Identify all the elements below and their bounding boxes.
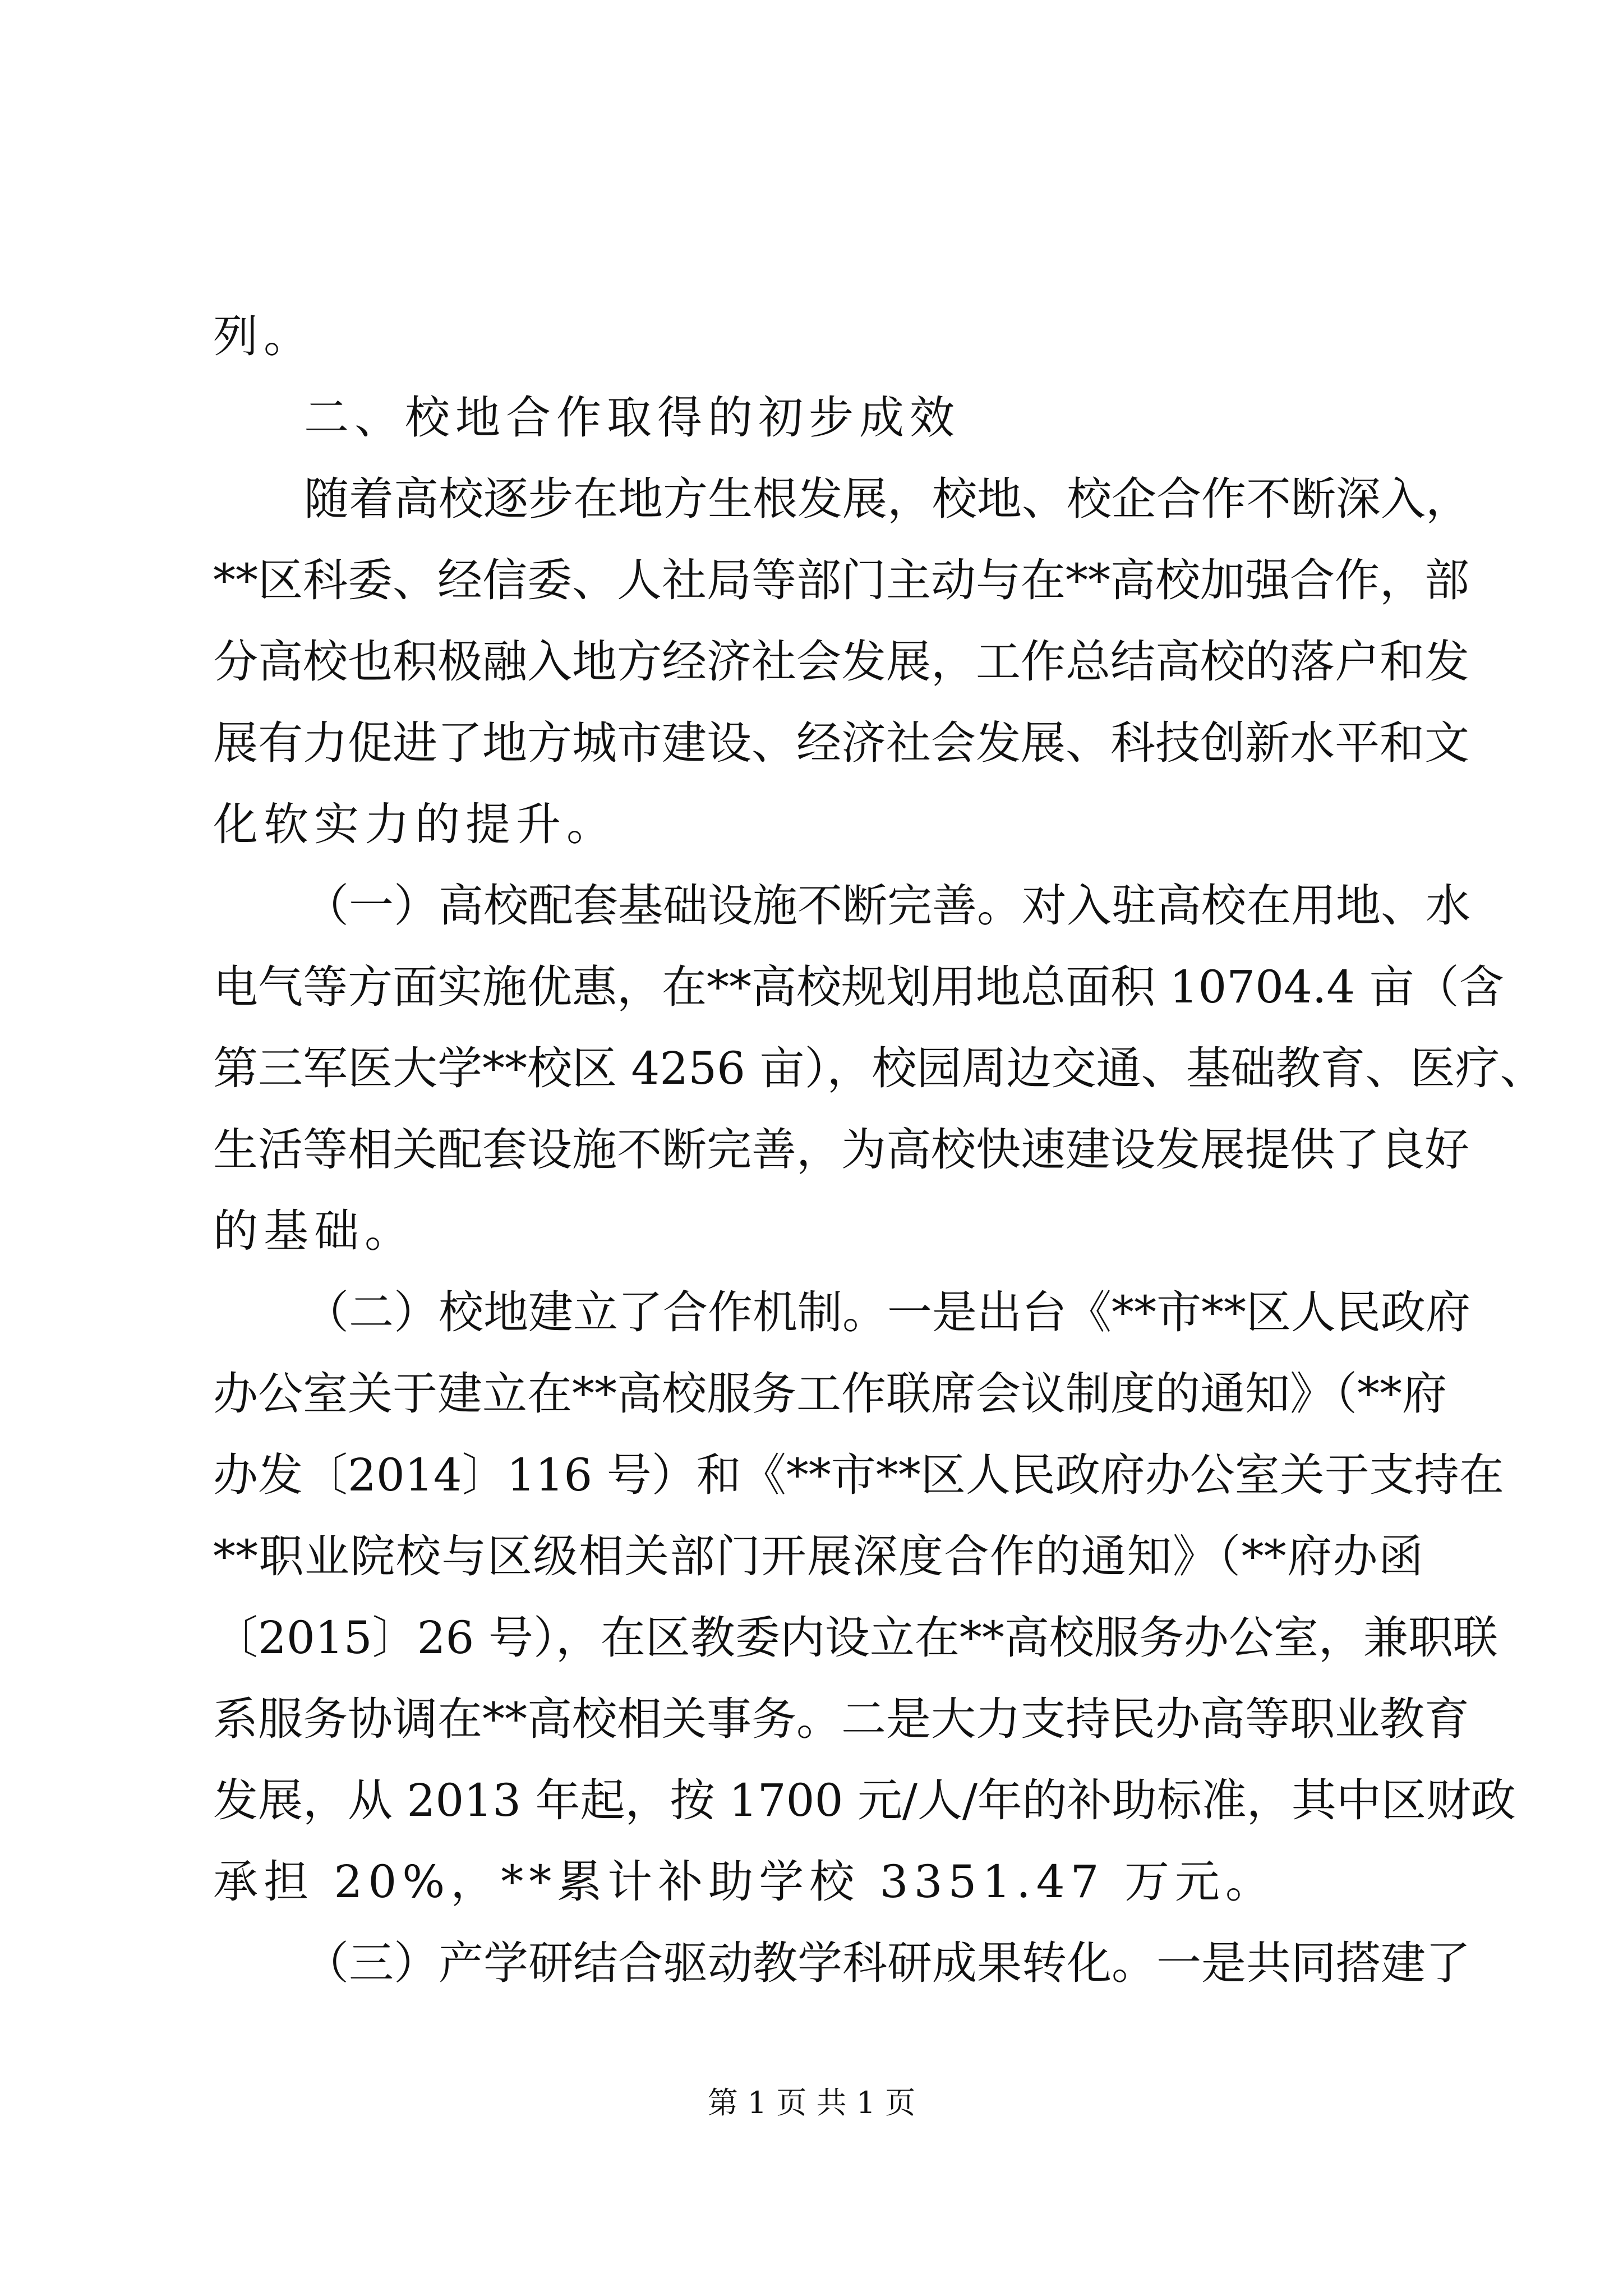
text-line: 分高校也积极融入地方经济社会发展，工作总结高校的落户和发 [213,636,1469,688]
text-line: 承担 20%，**累计补助学校 3351.47 万元。 [213,1856,1276,1908]
text-line: **区科委、经信委、人社局等部门主动与在**高校加强合作，部 [213,554,1469,606]
text-line: 〔2015〕26 号），在区教委内设立在**高校服务办公室，兼职联 [213,1612,1498,1664]
section-heading: 二、校地合作取得的初步成效 [304,392,960,444]
text-line: 生活等相关配套设施不断完善，为高校快速建设发展提供了良好 [213,1124,1469,1176]
text-line: 随着高校逐步在地方生根发展，校地、校企合作不断深入， [304,473,1470,525]
subsection-heading-1: （一）高校配套基础设施不断完善。对入驻高校在用地、水 [304,880,1470,932]
subsection-heading-3: （三）产学研结合驱动教学科研成果转化。一是共同搭建了 [304,1937,1470,1989]
text-line: 化软实力的提升。 [213,798,617,850]
text-line: **职业院校与区级相关部门开展深度合作的通知》（**府办函 [213,1530,1423,1582]
text-line: 第三军医大学**校区 4256 亩），校园周边交通、基础教育、医疗、 [213,1042,1545,1094]
text-line: 发展，从 2013 年起，按 1700 元/人/年的补助标准，其中区财政 [213,1774,1516,1826]
text-line: 系服务协调在**高校相关事务。二是大力支持民办高等职业教育 [213,1693,1469,1745]
text-line: 办发〔2014〕116 号）和《**市**区人民政府办公室关于支持在 [213,1449,1504,1501]
text-line-continuation: 列。 [213,310,314,362]
text-line: 展有力促进了地方城市建设、经济社会发展、科技创新水平和文 [213,717,1469,769]
subsection-heading-2: （二）校地建立了合作机制。一是出台《**市**区人民政府 [304,1286,1470,1338]
page-footer: 第 1 页 共 1 页 [707,2085,916,2120]
text-line: 办公室关于建立在**高校服务工作联席会议制度的通知》（**府 [213,1368,1447,1420]
text-line: 电气等方面实施优惠，在**高校规划用地总面积 10704.4 亩（含 [213,961,1504,1013]
text-line: 的基础。 [213,1205,415,1257]
